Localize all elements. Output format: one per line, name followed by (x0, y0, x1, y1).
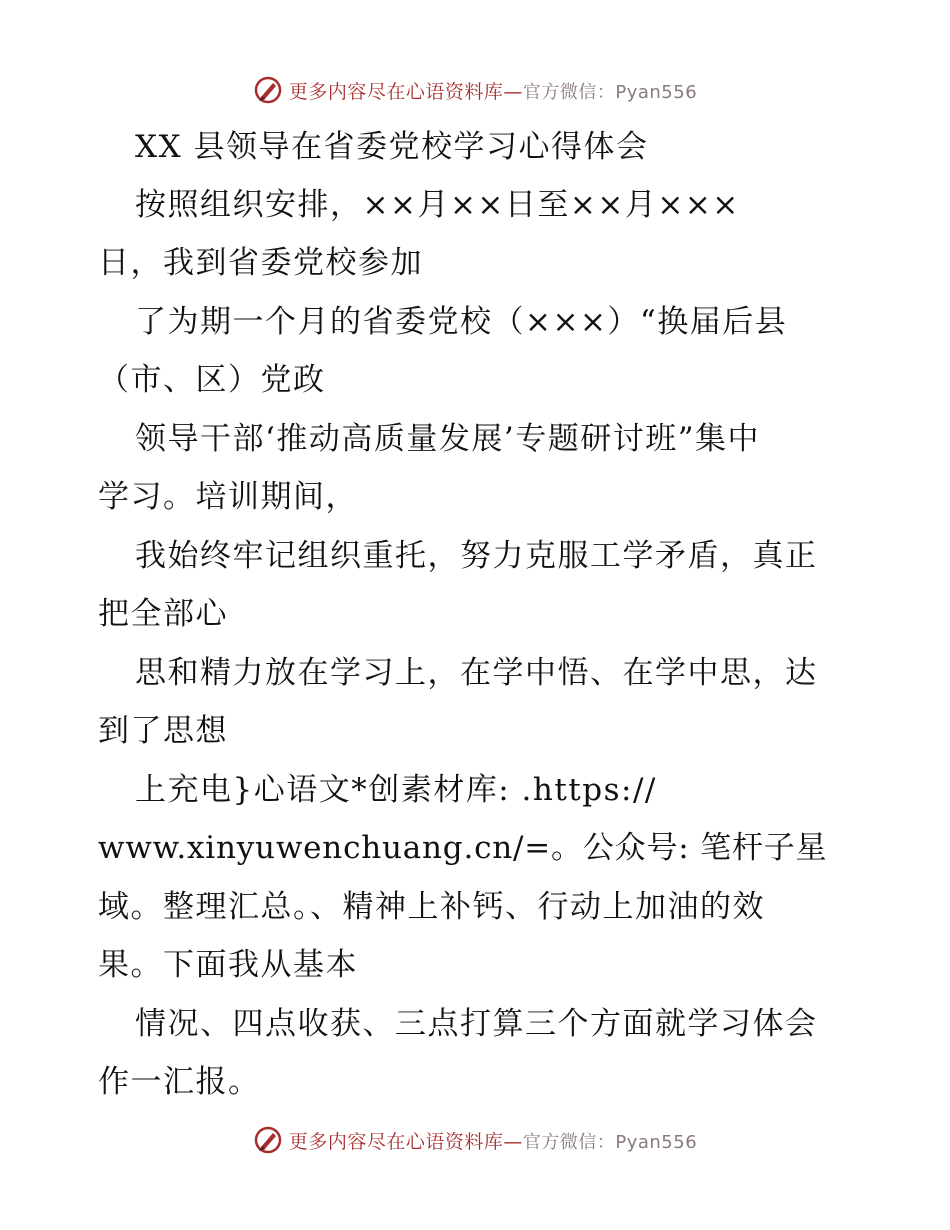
header-watermark-banner (0, 70, 950, 110)
header-banner-text: 更多内容尽在心语资料库—官方微信：Pyan556 (288, 80, 698, 103)
footer-watermark-banner (0, 1120, 950, 1160)
pen-logo-icon (253, 1125, 283, 1155)
footer-banner-text: 更多内容尽在心语资料库—官方微信：Pyan556 (288, 1130, 698, 1153)
pen-logo-icon (253, 75, 283, 105)
paragraph-line: 学习。培训期间， (98, 479, 358, 515)
paragraph-line: 把全部心 (98, 596, 228, 632)
paragraph-line: 果。下面我从基本 (98, 947, 358, 983)
paragraph-line: （市、区）党政 (98, 362, 326, 398)
paragraph-line: 日，我到省委党校参加 (98, 245, 423, 281)
paragraph-line: 上充电}心语文*创素材库: .https:// (135, 772, 657, 808)
paragraph-line: 思和精力放在学习上，在学中悟、在学中思，达 (135, 655, 818, 691)
paragraph-line: 到了思想 (98, 713, 228, 749)
paragraph-line: 情况、四点收获、三点打算三个方面就学习体会 (135, 1006, 818, 1042)
paragraph-line: 了为期一个月的省委党校（×××）“换届后县 (135, 304, 788, 340)
paragraph-line: 按照组织安排，××月××日至××月××× (135, 187, 740, 223)
paragraph-line: 领导干部‘推动高质量发展’专题研讨班”集中 (135, 421, 761, 457)
paragraph-line: 域。整理汇总。、精神上补钙、行动上加油的效 (98, 889, 765, 925)
paragraph-line: 我始终牢记组织重托，努力克服工学矛盾，真正 (135, 538, 818, 574)
paragraph-line: 作一汇报。 (98, 1064, 261, 1100)
paragraph-line: www.xinyuwenchuang.cn/=。公众号: 笔杆子星 (98, 830, 828, 866)
document-title: XX 县领导在省委党校学习心得体会 (135, 129, 649, 165)
